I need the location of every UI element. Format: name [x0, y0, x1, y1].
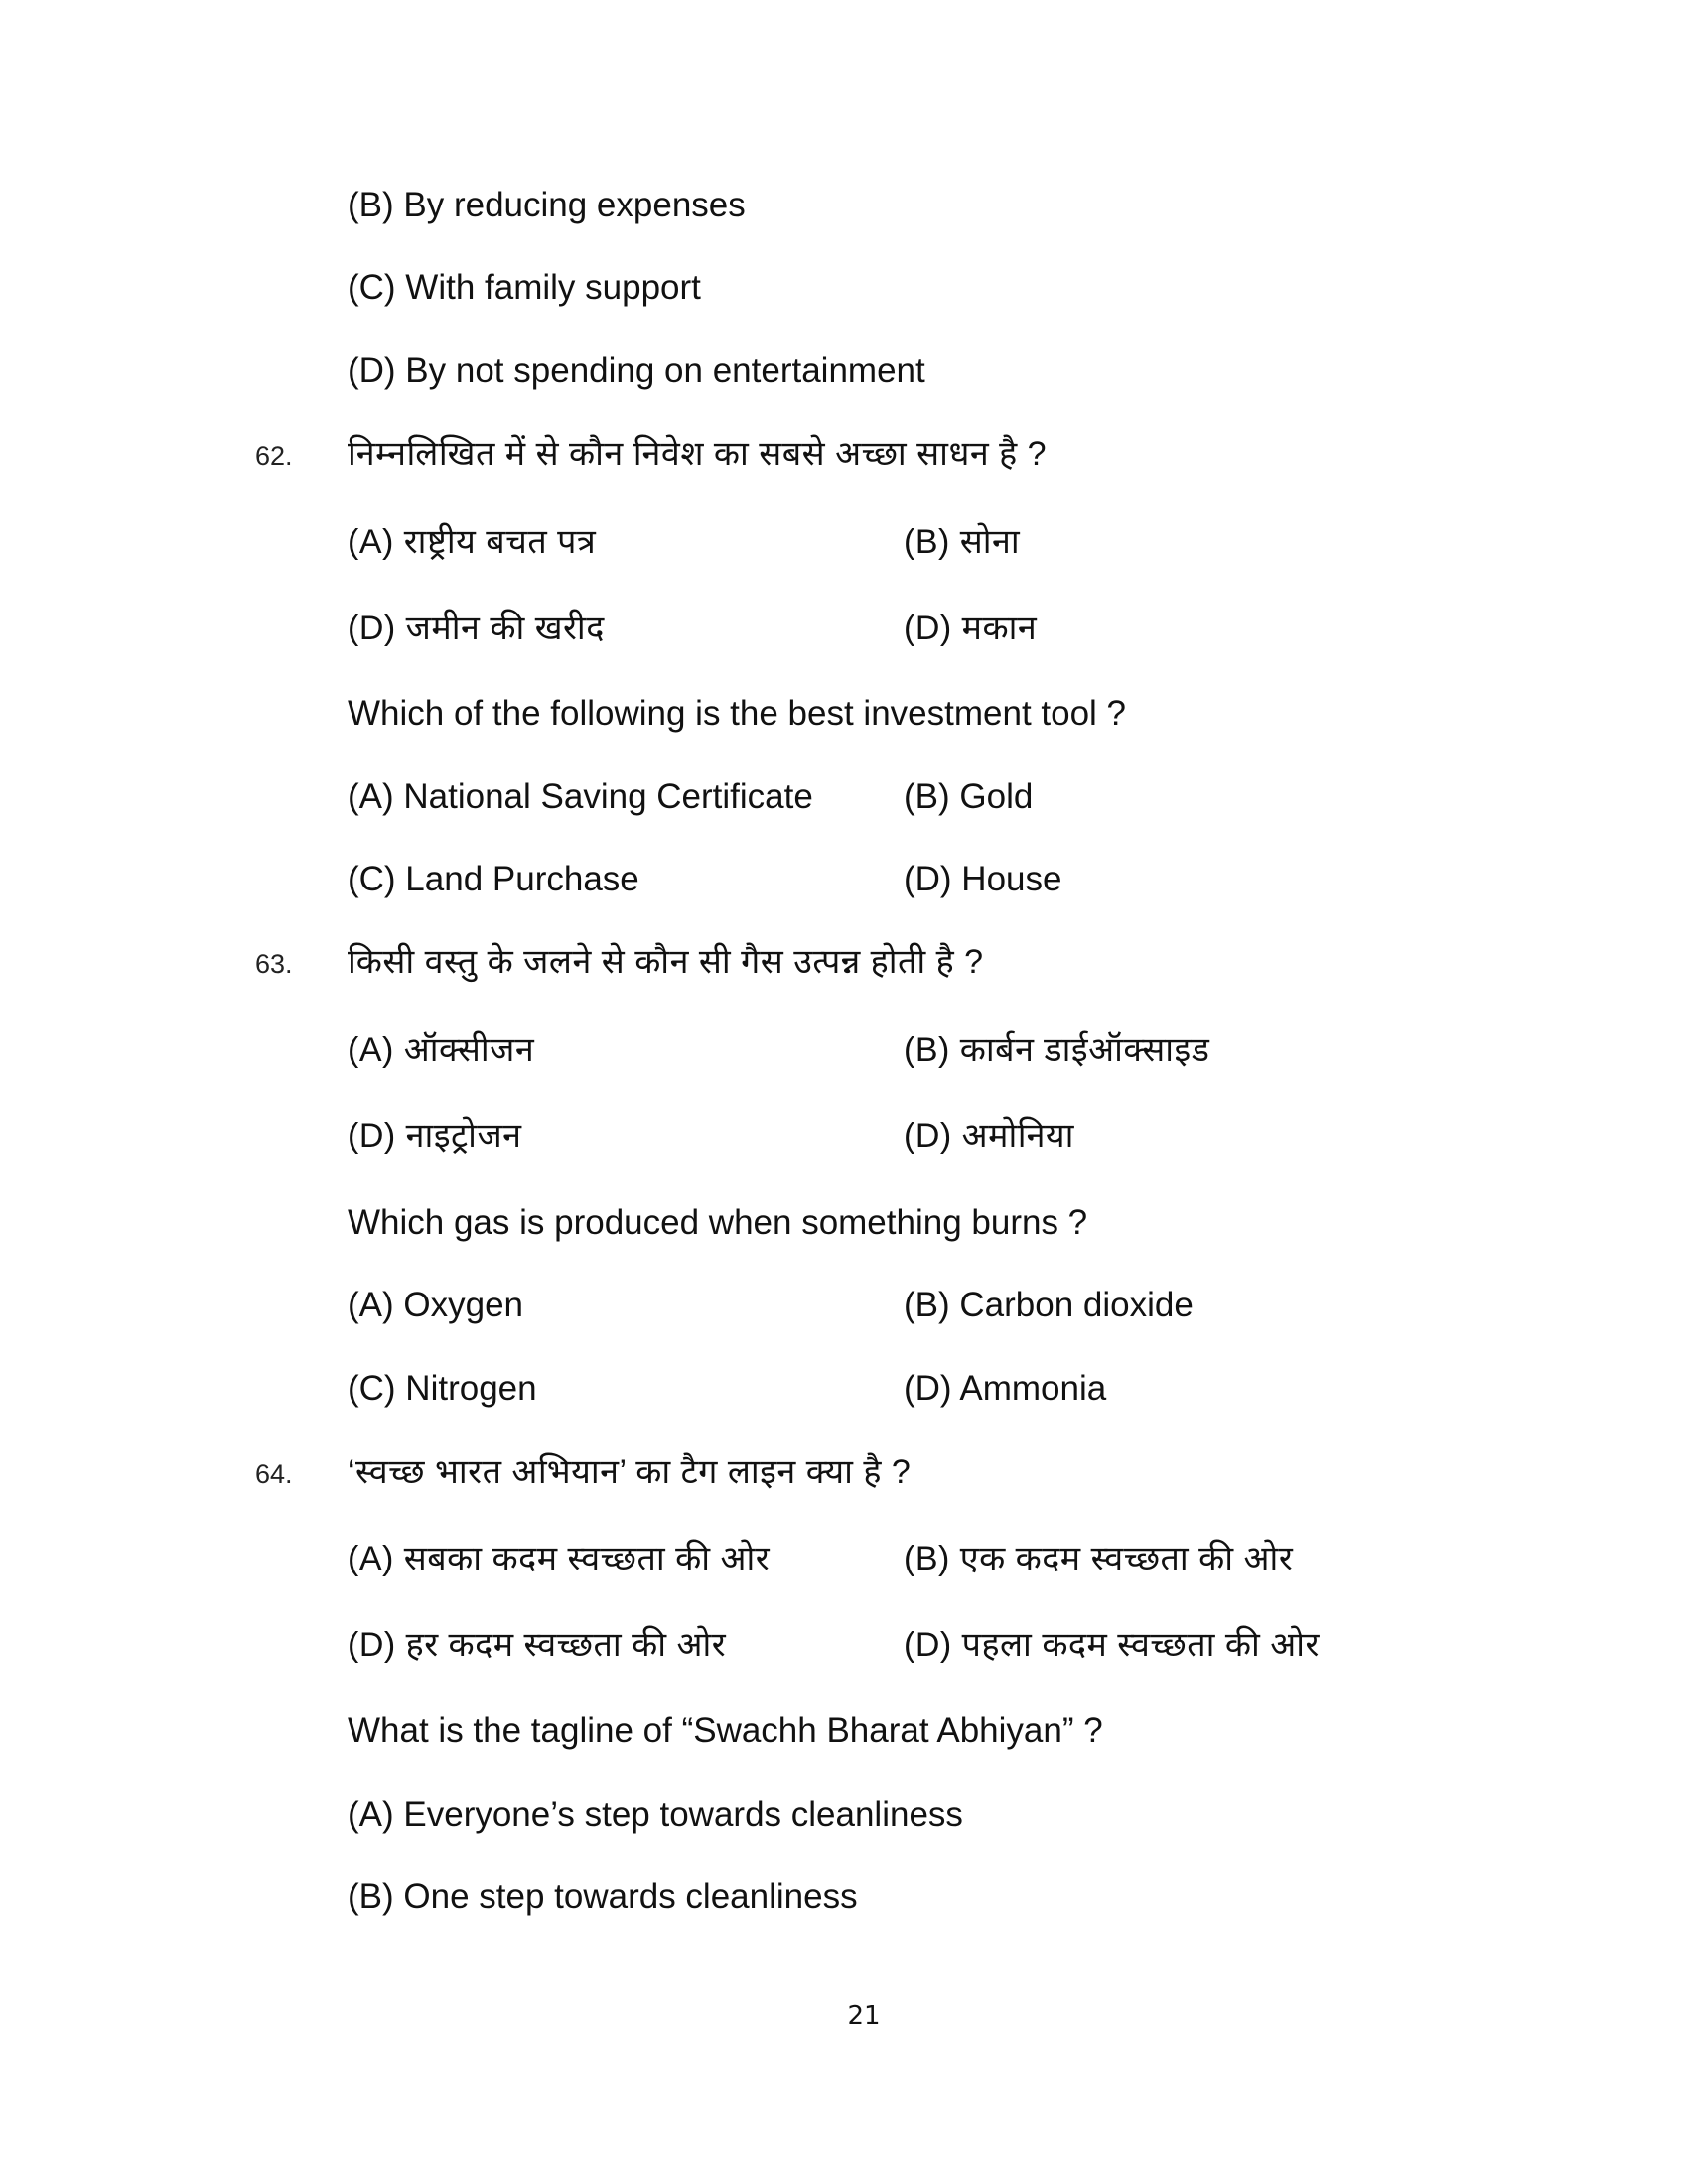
- q63-hindi-option-a: (A) ऑक्सीजन: [348, 1031, 535, 1069]
- question-number: 62.: [255, 441, 293, 471]
- q62-hindi-option-b: (B) सोना: [904, 523, 1021, 561]
- q62-hindi-option-d: (D) मकान: [904, 610, 1038, 647]
- q63-english-option-b: (B) Carbon dioxide: [904, 1286, 1194, 1324]
- q62-english-option-d: (D) House: [904, 860, 1062, 898]
- q64-hindi-option-d: (D) पहला कदम स्वच्छता की ओर: [904, 1626, 1320, 1664]
- q63-english-option-c: (C) Nitrogen: [348, 1369, 537, 1408]
- q64-english-question: What is the tagline of “Swachh Bharat Abhiyan” ?: [348, 1711, 1103, 1750]
- q64-english-option-a: (A) Everyone’s step towards cleanliness: [348, 1795, 963, 1834]
- q63-hindi-option-d: (D) अमोनिया: [904, 1117, 1074, 1155]
- q63-hindi-option-c: (D) नाइट्रोजन: [348, 1117, 522, 1155]
- q61-option-d: (D) By not spending on entertainment: [348, 351, 925, 390]
- q64-hindi-option-c: (D) हर कदम स्वच्छता की ओर: [348, 1626, 727, 1664]
- q64-hindi-option-a: (A) सबका कदम स्वच्छता की ओर: [348, 1540, 771, 1577]
- q63-hindi-option-b: (B) कार्बन डाईऑक्साइड: [904, 1031, 1210, 1069]
- q61-option-b: (B) By reducing expenses: [348, 186, 746, 224]
- q64-hindi-question: ‘स्वच्छ भारत अभियान’ का टैग लाइन क्या है ?: [348, 1453, 912, 1491]
- q64-hindi-option-b: (B) एक कदम स्वच्छता की ओर: [904, 1540, 1294, 1577]
- q63-english-question: Which gas is produced when something burns ?: [348, 1203, 1088, 1242]
- q62-english-option-c: (C) Land Purchase: [348, 860, 639, 898]
- q62-english-option-b: (B) Gold: [904, 777, 1034, 816]
- question-number: 64.: [255, 1459, 293, 1489]
- q62-english-option-a: (A) National Saving Certificate: [348, 777, 813, 816]
- q64-english-option-b: (B) One step towards cleanliness: [348, 1877, 858, 1916]
- question-number: 63.: [255, 949, 293, 979]
- q62-hindi-option-c: (D) जमीन की खरीद: [348, 610, 605, 647]
- q62-english-question: Which of the following is the best investment tool ?: [348, 694, 1127, 733]
- q63-english-option-d: (D) Ammonia: [904, 1369, 1107, 1408]
- q62-hindi-question: निम्नलिखित में से कौन निवेश का सबसे अच्छा साधन है ?: [348, 435, 1048, 473]
- q63-hindi-question: किसी वस्तु के जलने से कौन सी गैस उत्पन्न होती है ?: [348, 943, 984, 981]
- page-number: 21: [847, 2001, 881, 2031]
- q61-option-c: (C) With family support: [348, 268, 701, 307]
- q62-hindi-option-a: (A) राष्ट्रीय बचत पत्र: [348, 523, 597, 561]
- q63-english-option-a: (A) Oxygen: [348, 1286, 523, 1324]
